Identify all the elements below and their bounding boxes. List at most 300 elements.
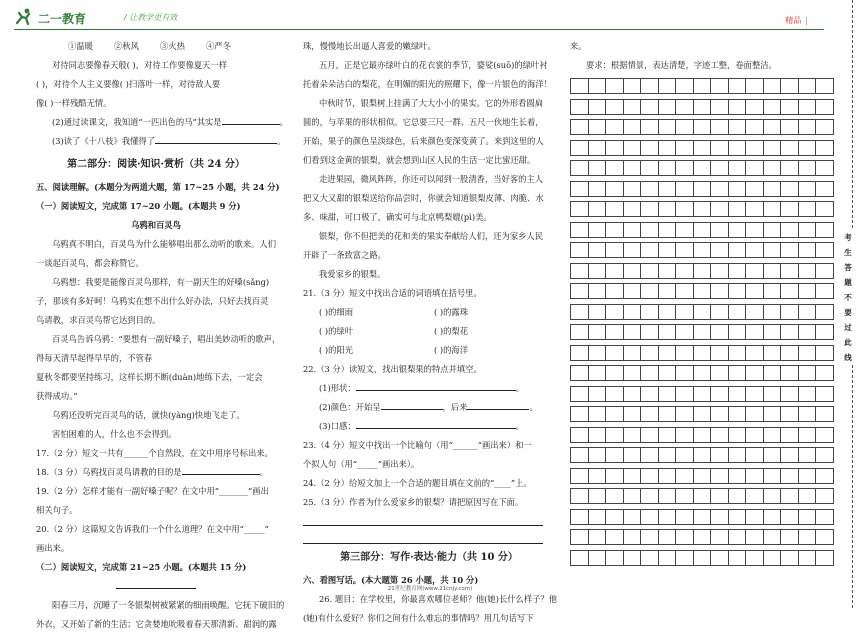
grid-cell[interactable]: [658, 263, 676, 278]
grid-cell[interactable]: [623, 222, 641, 237]
grid-cell[interactable]: [763, 161, 781, 176]
grid-cell[interactable]: [781, 509, 799, 524]
grid-cell[interactable]: [711, 427, 729, 442]
grid-cell[interactable]: [658, 243, 676, 258]
grid-cell[interactable]: [781, 386, 799, 401]
grid-cell[interactable]: [606, 120, 624, 135]
grid-cell[interactable]: [798, 366, 816, 381]
answer-blank[interactable]: [222, 114, 280, 125]
grid-cell[interactable]: [693, 304, 711, 319]
grid-cell[interactable]: [676, 284, 694, 299]
grid-cell[interactable]: [711, 99, 729, 114]
grid-cell[interactable]: [571, 304, 589, 319]
grid-cell[interactable]: [711, 325, 729, 340]
grid-cell[interactable]: [641, 222, 659, 237]
grid-cell[interactable]: [711, 366, 729, 381]
grid-cell[interactable]: [606, 345, 624, 360]
grid-cell[interactable]: [606, 427, 624, 442]
grid-cell[interactable]: [763, 386, 781, 401]
grid-cell[interactable]: [676, 140, 694, 155]
grid-cell[interactable]: [746, 202, 764, 217]
grid-cell[interactable]: [763, 99, 781, 114]
grid-cell[interactable]: [816, 263, 834, 278]
grid-cell[interactable]: [588, 530, 606, 545]
grid-cell[interactable]: [606, 468, 624, 483]
grid-cell[interactable]: [588, 99, 606, 114]
grid-cell[interactable]: [606, 509, 624, 524]
grid-cell[interactable]: [571, 345, 589, 360]
grid-cell[interactable]: [763, 79, 781, 94]
grid-cell[interactable]: [693, 263, 711, 278]
grid-cell[interactable]: [728, 161, 746, 176]
grid-cell[interactable]: [641, 79, 659, 94]
grid-cell[interactable]: [728, 366, 746, 381]
grid-cell[interactable]: [588, 243, 606, 258]
grid-cell[interactable]: [798, 140, 816, 155]
grid-cell[interactable]: [746, 304, 764, 319]
grid-cell[interactable]: [658, 161, 676, 176]
grid-cell[interactable]: [728, 202, 746, 217]
grid-cell[interactable]: [798, 304, 816, 319]
grid-cell[interactable]: [781, 161, 799, 176]
grid-cell[interactable]: [658, 489, 676, 504]
grid-cell[interactable]: [641, 161, 659, 176]
grid-cell[interactable]: [571, 181, 589, 196]
grid-cell[interactable]: [588, 181, 606, 196]
grid-cell[interactable]: [763, 243, 781, 258]
grid-cell[interactable]: [711, 448, 729, 463]
grid-cell[interactable]: [571, 489, 589, 504]
grid-cell[interactable]: [816, 120, 834, 135]
grid-cell[interactable]: [658, 304, 676, 319]
grid-cell[interactable]: [746, 181, 764, 196]
grid-cell[interactable]: [693, 79, 711, 94]
grid-cell[interactable]: [571, 222, 589, 237]
grid-cell[interactable]: [658, 181, 676, 196]
grid-cell[interactable]: [763, 550, 781, 565]
grid-cell[interactable]: [728, 222, 746, 237]
grid-cell[interactable]: [693, 202, 711, 217]
grid-cell[interactable]: [816, 161, 834, 176]
grid-cell[interactable]: [588, 448, 606, 463]
grid-cell[interactable]: [763, 304, 781, 319]
grid-cell[interactable]: [623, 509, 641, 524]
grid-cell[interactable]: [763, 489, 781, 504]
grid-cell[interactable]: [798, 468, 816, 483]
grid-cell[interactable]: [746, 550, 764, 565]
grid-cell[interactable]: [746, 284, 764, 299]
grid-cell[interactable]: [763, 448, 781, 463]
grid-cell[interactable]: [798, 243, 816, 258]
grid-cell[interactable]: [728, 99, 746, 114]
grid-cell[interactable]: [781, 79, 799, 94]
grid-cell[interactable]: [623, 99, 641, 114]
grid-cell[interactable]: [746, 489, 764, 504]
grid-cell[interactable]: [711, 161, 729, 176]
grid-cell[interactable]: [676, 489, 694, 504]
grid-cell[interactable]: [571, 407, 589, 422]
grid-cell[interactable]: [658, 407, 676, 422]
grid-cell[interactable]: [816, 202, 834, 217]
grid-cell[interactable]: [676, 120, 694, 135]
grid-cell[interactable]: [728, 468, 746, 483]
grid-cell[interactable]: [606, 79, 624, 94]
grid-cell[interactable]: [781, 550, 799, 565]
grid-cell[interactable]: [658, 550, 676, 565]
grid-cell[interactable]: [746, 243, 764, 258]
grid-cell[interactable]: [781, 325, 799, 340]
grid-cell[interactable]: [816, 140, 834, 155]
grid-cell[interactable]: [623, 161, 641, 176]
grid-cell[interactable]: [763, 222, 781, 237]
grid-cell[interactable]: [693, 530, 711, 545]
grid-cell[interactable]: [798, 448, 816, 463]
grid-cell[interactable]: [571, 509, 589, 524]
grid-cell[interactable]: [693, 489, 711, 504]
grid-cell[interactable]: [746, 161, 764, 176]
grid-cell[interactable]: [763, 345, 781, 360]
grid-cell[interactable]: [781, 243, 799, 258]
grid-cell[interactable]: [798, 509, 816, 524]
grid-cell[interactable]: [816, 530, 834, 545]
grid-cell[interactable]: [676, 509, 694, 524]
grid-cell[interactable]: [763, 120, 781, 135]
grid-cell[interactable]: [798, 550, 816, 565]
grid-cell[interactable]: [763, 427, 781, 442]
grid-cell[interactable]: [641, 202, 659, 217]
grid-cell[interactable]: [746, 468, 764, 483]
grid-cell[interactable]: [676, 181, 694, 196]
grid-cell[interactable]: [746, 366, 764, 381]
grid-cell[interactable]: [781, 489, 799, 504]
grid-cell[interactable]: [728, 530, 746, 545]
grid-cell[interactable]: [658, 325, 676, 340]
grid-cell[interactable]: [728, 304, 746, 319]
grid-cell[interactable]: [816, 99, 834, 114]
grid-cell[interactable]: [588, 284, 606, 299]
grid-cell[interactable]: [623, 407, 641, 422]
grid-cell[interactable]: [728, 263, 746, 278]
grid-cell[interactable]: [693, 99, 711, 114]
grid-cell[interactable]: [781, 530, 799, 545]
grid-cell[interactable]: [781, 284, 799, 299]
grid-cell[interactable]: [623, 550, 641, 565]
grid-cell[interactable]: [588, 386, 606, 401]
grid-cell[interactable]: [693, 366, 711, 381]
grid-cell[interactable]: [641, 386, 659, 401]
grid-cell[interactable]: [798, 427, 816, 442]
grid-cell[interactable]: [746, 120, 764, 135]
grid-cell[interactable]: [623, 427, 641, 442]
grid-cell[interactable]: [658, 366, 676, 381]
grid-cell[interactable]: [588, 550, 606, 565]
grid-cell[interactable]: [693, 509, 711, 524]
grid-cell[interactable]: [571, 366, 589, 381]
grid-cell[interactable]: [588, 140, 606, 155]
grid-cell[interactable]: [711, 304, 729, 319]
grid-cell[interactable]: [606, 325, 624, 340]
grid-cell[interactable]: [816, 79, 834, 94]
grid-cell[interactable]: [798, 99, 816, 114]
grid-cell[interactable]: [641, 325, 659, 340]
grid-cell[interactable]: [676, 366, 694, 381]
grid-cell[interactable]: [658, 509, 676, 524]
grid-cell[interactable]: [816, 222, 834, 237]
grid-cell[interactable]: [623, 489, 641, 504]
grid-cell[interactable]: [798, 407, 816, 422]
grid-cell[interactable]: [623, 79, 641, 94]
grid-cell[interactable]: [641, 284, 659, 299]
grid-cell[interactable]: [798, 222, 816, 237]
grid-cell[interactable]: [711, 407, 729, 422]
grid-cell[interactable]: [588, 325, 606, 340]
grid-cell[interactable]: [641, 366, 659, 381]
grid-cell[interactable]: [711, 120, 729, 135]
grid-cell[interactable]: [711, 263, 729, 278]
grid-cell[interactable]: [798, 202, 816, 217]
grid-cell[interactable]: [676, 345, 694, 360]
grid-cell[interactable]: [606, 550, 624, 565]
grid-cell[interactable]: [571, 448, 589, 463]
grid-cell[interactable]: [693, 468, 711, 483]
grid-cell[interactable]: [641, 468, 659, 483]
grid-cell[interactable]: [763, 140, 781, 155]
grid-cell[interactable]: [816, 509, 834, 524]
grid-cell[interactable]: [606, 407, 624, 422]
grid-cell[interactable]: [746, 222, 764, 237]
answer-line[interactable]: [303, 530, 543, 544]
grid-cell[interactable]: [623, 325, 641, 340]
grid-cell[interactable]: [781, 304, 799, 319]
grid-cell[interactable]: [693, 120, 711, 135]
grid-cell[interactable]: [816, 366, 834, 381]
grid-cell[interactable]: [693, 550, 711, 565]
grid-cell[interactable]: [693, 345, 711, 360]
grid-cell[interactable]: [571, 120, 589, 135]
grid-cell[interactable]: [746, 448, 764, 463]
grid-cell[interactable]: [711, 489, 729, 504]
grid-cell[interactable]: [641, 99, 659, 114]
grid-cell[interactable]: [641, 140, 659, 155]
grid-cell[interactable]: [746, 386, 764, 401]
grid-cell[interactable]: [746, 325, 764, 340]
grid-cell[interactable]: [728, 427, 746, 442]
grid-cell[interactable]: [693, 161, 711, 176]
grid-cell[interactable]: [588, 79, 606, 94]
grid-cell[interactable]: [798, 345, 816, 360]
grid-cell[interactable]: [816, 489, 834, 504]
grid-cell[interactable]: [728, 79, 746, 94]
grid-cell[interactable]: [781, 181, 799, 196]
grid-cell[interactable]: [571, 325, 589, 340]
grid-cell[interactable]: [693, 284, 711, 299]
grid-cell[interactable]: [658, 386, 676, 401]
grid-cell[interactable]: [623, 140, 641, 155]
grid-cell[interactable]: [676, 161, 694, 176]
grid-cell[interactable]: [711, 243, 729, 258]
grid-cell[interactable]: [781, 120, 799, 135]
grid-cell[interactable]: [571, 530, 589, 545]
grid-cell[interactable]: [588, 304, 606, 319]
grid-cell[interactable]: [623, 284, 641, 299]
grid-cell[interactable]: [763, 263, 781, 278]
grid-cell[interactable]: [676, 530, 694, 545]
grid-cell[interactable]: [693, 243, 711, 258]
writing-grid[interactable]: [570, 78, 834, 566]
grid-cell[interactable]: [606, 222, 624, 237]
grid-cell[interactable]: [781, 427, 799, 442]
answer-blank[interactable]: [381, 399, 443, 410]
grid-cell[interactable]: [798, 530, 816, 545]
grid-cell[interactable]: [763, 530, 781, 545]
grid-cell[interactable]: [623, 530, 641, 545]
grid-cell[interactable]: [798, 161, 816, 176]
grid-cell[interactable]: [588, 468, 606, 483]
grid-cell[interactable]: [658, 120, 676, 135]
grid-cell[interactable]: [816, 243, 834, 258]
grid-cell[interactable]: [763, 284, 781, 299]
grid-cell[interactable]: [798, 263, 816, 278]
grid-cell[interactable]: [623, 366, 641, 381]
grid-cell[interactable]: [728, 284, 746, 299]
grid-cell[interactable]: [728, 345, 746, 360]
answer-blank[interactable]: [155, 133, 277, 144]
grid-cell[interactable]: [763, 325, 781, 340]
grid-cell[interactable]: [693, 222, 711, 237]
grid-cell[interactable]: [571, 140, 589, 155]
grid-cell[interactable]: [623, 243, 641, 258]
grid-cell[interactable]: [693, 140, 711, 155]
grid-cell[interactable]: [588, 202, 606, 217]
grid-cell[interactable]: [571, 243, 589, 258]
grid-cell[interactable]: [658, 222, 676, 237]
grid-cell[interactable]: [781, 222, 799, 237]
grid-cell[interactable]: [728, 407, 746, 422]
grid-cell[interactable]: [606, 366, 624, 381]
grid-cell[interactable]: [658, 345, 676, 360]
grid-cell[interactable]: [711, 202, 729, 217]
grid-cell[interactable]: [606, 161, 624, 176]
grid-cell[interactable]: [658, 530, 676, 545]
grid-cell[interactable]: [798, 284, 816, 299]
grid-cell[interactable]: [711, 468, 729, 483]
grid-cell[interactable]: [711, 181, 729, 196]
grid-cell[interactable]: [623, 304, 641, 319]
grid-cell[interactable]: [571, 79, 589, 94]
grid-cell[interactable]: [816, 345, 834, 360]
grid-cell[interactable]: [606, 140, 624, 155]
grid-cell[interactable]: [588, 345, 606, 360]
grid-cell[interactable]: [816, 181, 834, 196]
grid-cell[interactable]: [711, 140, 729, 155]
answer-line[interactable]: [303, 512, 543, 526]
grid-cell[interactable]: [641, 345, 659, 360]
grid-cell[interactable]: [658, 99, 676, 114]
grid-cell[interactable]: [746, 140, 764, 155]
grid-cell[interactable]: [693, 386, 711, 401]
grid-cell[interactable]: [781, 202, 799, 217]
grid-cell[interactable]: [781, 366, 799, 381]
grid-cell[interactable]: [571, 468, 589, 483]
grid-cell[interactable]: [816, 468, 834, 483]
grid-cell[interactable]: [676, 468, 694, 483]
answer-blank[interactable]: [356, 418, 516, 429]
grid-cell[interactable]: [571, 161, 589, 176]
grid-cell[interactable]: [816, 284, 834, 299]
grid-cell[interactable]: [641, 263, 659, 278]
grid-cell[interactable]: [641, 181, 659, 196]
grid-cell[interactable]: [676, 304, 694, 319]
grid-cell[interactable]: [571, 386, 589, 401]
grid-cell[interactable]: [816, 550, 834, 565]
grid-cell[interactable]: [588, 120, 606, 135]
grid-cell[interactable]: [658, 202, 676, 217]
grid-cell[interactable]: [623, 202, 641, 217]
grid-cell[interactable]: [641, 448, 659, 463]
grid-cell[interactable]: [816, 448, 834, 463]
grid-cell[interactable]: [676, 427, 694, 442]
grid-cell[interactable]: [588, 222, 606, 237]
grid-cell[interactable]: [746, 427, 764, 442]
grid-cell[interactable]: [746, 79, 764, 94]
grid-cell[interactable]: [588, 427, 606, 442]
grid-cell[interactable]: [711, 386, 729, 401]
grid-cell[interactable]: [606, 448, 624, 463]
grid-cell[interactable]: [746, 530, 764, 545]
grid-cell[interactable]: [728, 181, 746, 196]
grid-cell[interactable]: [676, 222, 694, 237]
grid-cell[interactable]: [746, 99, 764, 114]
grid-cell[interactable]: [781, 407, 799, 422]
grid-cell[interactable]: [798, 325, 816, 340]
grid-cell[interactable]: [641, 489, 659, 504]
grid-cell[interactable]: [816, 407, 834, 422]
grid-cell[interactable]: [641, 509, 659, 524]
grid-cell[interactable]: [658, 448, 676, 463]
grid-cell[interactable]: [693, 427, 711, 442]
grid-cell[interactable]: [641, 120, 659, 135]
grid-cell[interactable]: [571, 202, 589, 217]
grid-cell[interactable]: [641, 550, 659, 565]
grid-cell[interactable]: [676, 202, 694, 217]
grid-cell[interactable]: [588, 161, 606, 176]
grid-cell[interactable]: [781, 468, 799, 483]
grid-cell[interactable]: [623, 448, 641, 463]
grid-cell[interactable]: [676, 99, 694, 114]
grid-cell[interactable]: [571, 427, 589, 442]
grid-cell[interactable]: [798, 489, 816, 504]
grid-cell[interactable]: [728, 243, 746, 258]
answer-blank[interactable]: [356, 380, 516, 391]
answer-blank[interactable]: [467, 399, 529, 410]
grid-cell[interactable]: [746, 509, 764, 524]
grid-cell[interactable]: [711, 345, 729, 360]
grid-cell[interactable]: [606, 489, 624, 504]
grid-cell[interactable]: [658, 284, 676, 299]
grid-cell[interactable]: [728, 448, 746, 463]
grid-cell[interactable]: [623, 120, 641, 135]
grid-cell[interactable]: [588, 263, 606, 278]
grid-cell[interactable]: [816, 325, 834, 340]
grid-cell[interactable]: [816, 427, 834, 442]
grid-cell[interactable]: [781, 345, 799, 360]
grid-cell[interactable]: [588, 509, 606, 524]
grid-cell[interactable]: [693, 448, 711, 463]
grid-cell[interactable]: [658, 140, 676, 155]
grid-cell[interactable]: [641, 530, 659, 545]
grid-cell[interactable]: [816, 304, 834, 319]
grid-cell[interactable]: [728, 325, 746, 340]
